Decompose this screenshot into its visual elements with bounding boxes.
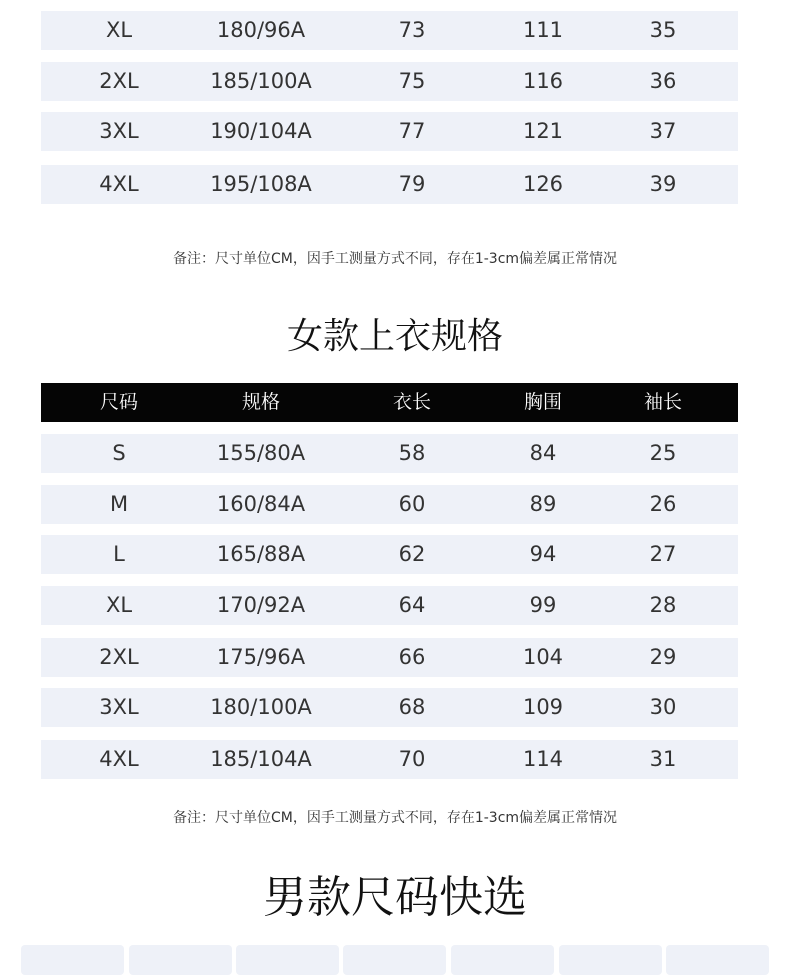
- chest-cell: 126: [522, 172, 564, 196]
- chest-cell: 111: [522, 18, 564, 42]
- chest-cell: 99: [529, 593, 557, 617]
- size-cell: 3XL: [99, 119, 139, 143]
- length-cell: 70: [398, 747, 426, 771]
- spec-cell: 185/100A: [210, 69, 312, 93]
- chest-cell: 109: [522, 695, 564, 719]
- table-row: [41, 62, 738, 101]
- quick-size-tile[interactable]: [129, 945, 232, 975]
- length-cell: 66: [398, 645, 426, 669]
- sleeve-cell: 28: [649, 593, 677, 617]
- sleeve-cell: 37: [649, 119, 677, 143]
- table-row: [41, 638, 738, 677]
- size-cell: 4XL: [99, 747, 139, 771]
- length-cell: 58: [398, 441, 426, 465]
- header-sleeve: 袖长: [643, 391, 682, 413]
- size-cell: L: [113, 542, 125, 566]
- chest-cell: 94: [529, 542, 557, 566]
- chest-cell: 84: [529, 441, 557, 465]
- size-cell: S: [112, 441, 126, 465]
- table-row: [41, 688, 738, 727]
- women-section-title: 女款上衣规格: [286, 316, 503, 357]
- men-quick-section-title: 男款尺码快选: [263, 872, 527, 923]
- spec-cell: 195/108A: [210, 172, 312, 196]
- women-table-header: [41, 383, 738, 422]
- quick-size-tile[interactable]: [21, 945, 124, 975]
- table-row: [41, 586, 738, 625]
- chest-cell: 104: [522, 645, 564, 669]
- length-cell: 68: [398, 695, 426, 719]
- sleeve-cell: 30: [649, 695, 677, 719]
- size-cell: XL: [105, 18, 133, 42]
- length-cell: 75: [398, 69, 426, 93]
- sleeve-cell: 39: [649, 172, 677, 196]
- length-cell: 79: [398, 172, 426, 196]
- quick-size-tile[interactable]: [559, 945, 662, 975]
- spec-cell: 170/92A: [216, 593, 306, 617]
- length-cell: 77: [398, 119, 426, 143]
- spec-cell: 185/104A: [210, 747, 312, 771]
- men-table-note: 备注：尺寸单位CM，因手工测量方式不同，存在1-3cm偏差属正常情况: [172, 251, 618, 267]
- sleeve-cell: 29: [649, 645, 677, 669]
- spec-cell: 160/84A: [216, 492, 306, 516]
- table-row: [41, 112, 738, 151]
- spec-cell: 155/80A: [216, 441, 306, 465]
- quick-size-tile[interactable]: [666, 945, 769, 975]
- spec-cell: 180/100A: [210, 695, 312, 719]
- header-spec: 规格: [241, 391, 280, 413]
- length-cell: 73: [398, 18, 426, 42]
- chest-cell: 89: [529, 492, 557, 516]
- length-cell: 60: [398, 492, 426, 516]
- chest-cell: 114: [522, 747, 564, 771]
- sleeve-cell: 27: [649, 542, 677, 566]
- spec-cell: 190/104A: [210, 119, 312, 143]
- size-cell: 4XL: [99, 172, 139, 196]
- length-cell: 64: [398, 593, 426, 617]
- quick-size-tile[interactable]: [451, 945, 554, 975]
- women-table-note: 备注：尺寸单位CM，因手工测量方式不同，存在1-3cm偏差属正常情况: [172, 810, 618, 826]
- quick-size-tile[interactable]: [236, 945, 339, 975]
- size-cell: 2XL: [99, 69, 139, 93]
- size-cell: XL: [105, 593, 133, 617]
- chest-cell: 121: [522, 119, 564, 143]
- header-chest: 胸围: [523, 391, 562, 413]
- spec-cell: 180/96A: [216, 18, 306, 42]
- table-row: [41, 485, 738, 524]
- table-row: [41, 165, 738, 204]
- sleeve-cell: 36: [649, 69, 677, 93]
- size-cell: 2XL: [99, 645, 139, 669]
- header-size: 尺码: [99, 391, 138, 413]
- sleeve-cell: 25: [649, 441, 677, 465]
- table-row: [41, 740, 738, 779]
- spec-cell: 175/96A: [216, 645, 306, 669]
- table-row: [41, 434, 738, 473]
- header-length: 衣长: [392, 391, 431, 413]
- spec-cell: 165/88A: [216, 542, 306, 566]
- table-row: [41, 535, 738, 574]
- chest-cell: 116: [522, 69, 564, 93]
- size-cell: 3XL: [99, 695, 139, 719]
- sleeve-cell: 31: [649, 747, 677, 771]
- quick-size-tile[interactable]: [343, 945, 446, 975]
- length-cell: 62: [398, 542, 426, 566]
- size-cell: M: [109, 492, 129, 516]
- sleeve-cell: 35: [649, 18, 677, 42]
- table-row: [41, 11, 738, 50]
- sleeve-cell: 26: [649, 492, 677, 516]
